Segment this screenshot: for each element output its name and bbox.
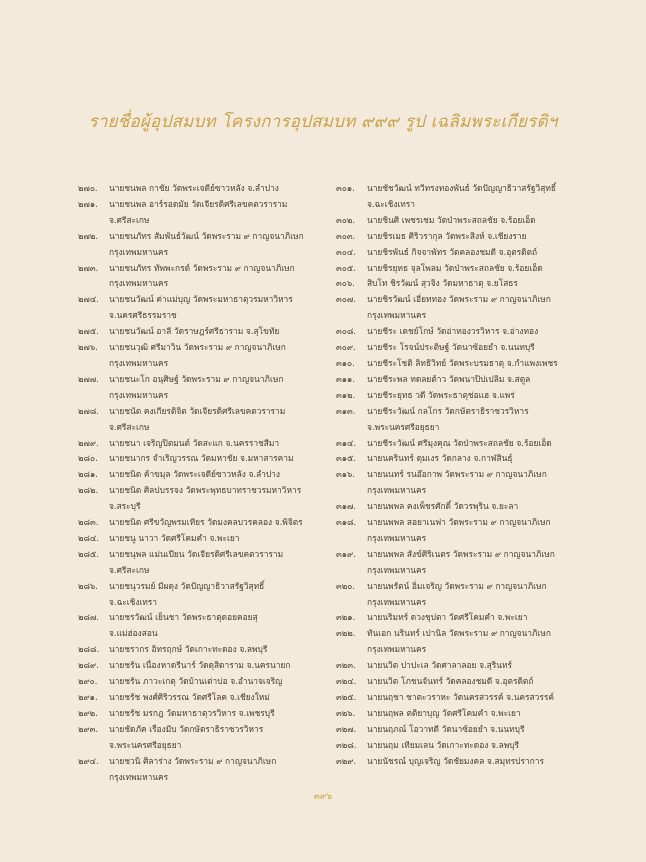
entry-number: ๓๒๒.	[336, 628, 356, 639]
entry-text: นายชิรเมธ ศิริวรากุล วัดพระสิงห์ จ.เชียงราย	[367, 230, 527, 241]
entry-text: นายชนุวรมย์ มีผดุง วัดปัญญาธิวาสรัฐวิสุทธิ์ จ.ฉะเชิงเทรา	[109, 580, 265, 607]
list-item	[78, 658, 336, 674]
entry-text: นายนพพล สอยาเนฟา วัดพระราม ๙ กาญจนาภิเษก กรุงเทพมหานคร	[367, 517, 551, 543]
entry-number	[78, 245, 109, 261]
list-item	[78, 229, 336, 245]
entry-number: ๒๙๓.	[78, 723, 99, 734]
entry-text: นายชนวัฒน์ ค่าแม่บุญ วัดพระมหาธาตุวรมหาวิหาร จ.นครศรีธรรมราช	[109, 294, 293, 321]
entry-text: สิบโท ชิรวัฒน์ สุวจิง วัดมหาธาตุ จ.ยโสธร	[367, 278, 518, 289]
entry-number: ๓๐๑.	[336, 183, 355, 193]
entry-number: ๒๗๐.	[78, 183, 98, 193]
entry-text: นายชนู นาวา วัดศรีโคมคำ จ.พะเยา	[109, 532, 240, 543]
entry-text: นายชนวุฒิ ศรีมาวิน วัดพระราม ๙ กาญจนาภิเษก กรุงเทพมหานคร	[109, 342, 286, 368]
list-item	[336, 610, 594, 626]
entry-number: ๒๗๘.	[78, 405, 99, 416]
entry-number: ๒๗๙.	[78, 437, 99, 448]
entry-number: ๒๘๔.	[78, 532, 99, 543]
list-item	[336, 436, 594, 452]
entry-number: ๓๒๐.	[336, 580, 356, 591]
list-item	[78, 483, 336, 515]
entry-number: ๒๘๕.	[78, 548, 99, 559]
list-item	[336, 388, 594, 404]
list-item	[336, 451, 594, 467]
entry-number: ๓๑๐.	[336, 357, 355, 368]
list-item	[336, 229, 594, 245]
list-item	[336, 261, 594, 277]
list-item	[78, 674, 336, 690]
list-item	[78, 579, 336, 611]
entry-text: นายนพพล สังข์ศิริเนตร วัดพระราม ๙ กาญจนาภิเษก กรุงเทพมหานคร	[367, 548, 555, 575]
list-item	[336, 467, 594, 499]
list-item	[336, 292, 594, 324]
entry-text: กรุงเทพมหานคร	[109, 246, 169, 257]
entry-text: นายนวิต ปาปะเล วัดศาลาลอย จ.สุรินทร์	[367, 660, 513, 671]
list-item	[78, 690, 336, 706]
entry-text: นายนฤพล ตติยาบุญ วัดศรีโคมคำ จ.พะเยา	[367, 707, 521, 718]
list-item	[78, 372, 336, 404]
entry-number: ๓๒๑.	[336, 612, 356, 623]
entry-text: นายนพพล คงเพ็ชรศักดิ์ วัดวรพุริน จ.ยะลา	[367, 501, 519, 512]
entry-text: นายชีระ เดชย์โกษ์ วัดอ่าทองวรวิหาร จ.อ่างทอง	[367, 326, 539, 337]
entry-text: นายชรัช มรกฎ วัดมหาธาตุวรวิหาร จ.เพชรบุรี	[109, 707, 275, 718]
list-item	[78, 515, 336, 531]
entry-text: นายชนวัฒน์ อาลี วัดราษฎร์ศรีธาราม จ.สุโขทัย	[109, 326, 280, 337]
list-item	[78, 706, 336, 722]
list-item	[78, 467, 336, 483]
entry-text: นายนวิต โภชนจันทร์ วัดคลองชมดี จ.อุตรดิตถ์	[367, 676, 534, 687]
entry-number: ๓๐๕.	[336, 262, 356, 273]
entry-text: นายชนะโก อนุศิษฐ์ วัดพระราม ๙ กาญจนาภิเษก กรุงเทพมหานคร	[109, 373, 284, 400]
list-item	[78, 261, 336, 293]
page-number: ๓๙๖	[313, 792, 333, 802]
entry-text: นายชีระ โรจน์ประติษฐ์ วัดนาซ้อยยำ จ.นนทบุรี	[367, 342, 535, 353]
list-item	[336, 181, 594, 213]
entry-text: นายชิรยุทธ จุลโพลม วัดป่าพระสถลชัย จ.ร้อยเอ็ด	[367, 262, 543, 273]
entry-text: นายชีระวัฒน์ กลโกร วัดกษัตราธิราชวรวิหาร จ.พระนครศรีอยุธยา	[367, 405, 529, 432]
entry-text: นายชีระวัฒน์ ศรีมุงคุณ วัดป่าพระสถลชัย จ.ร้อยเอ็ด	[367, 437, 552, 448]
entry-number: ๓๒๖.	[336, 707, 356, 718]
entry-number: ๓๐๓.	[336, 230, 356, 241]
entry-number: ๒๙๐.	[78, 676, 98, 687]
list-item	[78, 340, 336, 372]
entry-text: นายนครินทร์ ดุมเงร วัดกลาง จ.กาฬสินธุ์	[367, 453, 513, 464]
list-item	[336, 340, 594, 356]
list-item	[336, 674, 594, 690]
entry-number: ๒๘๓.	[78, 517, 99, 528]
list-item	[78, 245, 336, 261]
entry-text: นายชรัน ภาวะเกตุ วัดบ้านเต่าบ่อ จ.อำนาจเจริญ	[109, 676, 283, 687]
entry-text: นายชิรพันธ์ กิจจาพัทร วัดคลองชมดี จ.อุตรดิตถ์	[367, 246, 538, 257]
entry-text: นายชัชวัฒน์ ทวีทรงทองพันธ์ วัดปัญญาธิวาสรัฐวิสุทธิ์ จ.ฉะเชิงเทรา	[367, 183, 556, 209]
list-item	[78, 722, 336, 754]
list-item	[336, 547, 594, 579]
list-item	[336, 706, 594, 722]
page-title: รายชื่อผู้อุปสมบท โครงการอุปสมบท ๙๙๙ รูป เฉลิมพระเกียรติฯ	[88, 112, 558, 132]
entry-number: ๓๐๗.	[336, 294, 356, 305]
list-item	[78, 197, 336, 229]
entry-text: นายชัดภัค เรืองมีบ วัดกษัตราธิราชวรวิหาร จ.พระนครศรีอยุธยา	[109, 723, 264, 750]
list-item	[336, 404, 594, 436]
entry-text: นายชรัน เนื่องหาดรีนาร์ วัดดุสิดาราม จ.นครนายก	[109, 660, 291, 671]
list-item	[78, 451, 336, 467]
entry-number: ๒๗๒.	[78, 230, 99, 241]
entry-number: ๓๐๔.	[336, 246, 356, 257]
left-column	[78, 181, 336, 785]
entry-text: นายชินศิ เพชรเชม วัดป่าพระสถลชัย จ.ร้อยเอ็ด	[367, 214, 536, 225]
entry-number: ๓๑๔.	[336, 437, 357, 448]
list-item	[78, 531, 336, 547]
list-item	[336, 213, 594, 229]
entry-number: ๒๗๕.	[78, 326, 99, 337]
entry-number: ๓๑๗.	[336, 501, 357, 512]
entry-number: ๒๘๐.	[78, 453, 98, 464]
entry-number: ๓๒๗.	[336, 723, 357, 734]
entry-number: ๒๘๗.	[78, 612, 99, 623]
entry-number: ๓๐๘.	[336, 326, 356, 337]
entry-number: ๒๗๓.	[78, 262, 99, 273]
entry-number: ๒๗๑.	[78, 198, 98, 209]
entry-number: ๒๗๗.	[78, 373, 99, 384]
entry-text: นายนฤม เทียมเลน วัดเกาะทะดอง จ.ลพบุรี	[367, 739, 520, 750]
list-item	[336, 515, 594, 547]
entry-text: นายชนพล อาร์รอดมัย วัดเจียรดิศรีเลขคตวราราม จ.ศรีสะเกษ	[109, 198, 288, 225]
entry-number: ๓๑๑.	[336, 373, 356, 384]
entry-text: นายชนิต ศรีขวัญพรมเทียร วัดมงคลบวรคลอง จ.พิจิตร	[109, 517, 303, 528]
entry-text: นายชนากร จำเริญวรรณ วัดมหาชัย จ.มหาสารคาม	[109, 453, 294, 464]
list-item	[336, 658, 594, 674]
entry-text: ทันเอก นรินทร์ เปานิล วัดพระราม ๙ กาญจนาภิเษก กรุงเทพมหานคร	[367, 628, 551, 655]
list-item	[78, 754, 336, 786]
entry-number: ๒๙๑.	[78, 692, 98, 702]
list-item	[336, 356, 594, 372]
entry-number: ๒๗๖.	[78, 342, 98, 353]
right-column	[336, 181, 594, 770]
list-item	[78, 436, 336, 452]
entry-number: ๓๒๘.	[336, 739, 357, 750]
entry-number: ๓๑๖.	[336, 469, 356, 480]
list-item	[78, 642, 336, 658]
entry-text: นายนฤภณ์ โอวาทดี วัดนาซ้อยยำ จ.นนทบุรี	[367, 723, 525, 734]
entry-text: นายชนา เจริญปิตมนต์ วัดสะแก จ.นครราชสีมา	[109, 437, 280, 448]
list-item	[78, 181, 336, 197]
entry-text: นายชีระยุทธ วดี วัดพระธาตุช่อแฮ จ.แพร่	[367, 389, 515, 400]
entry-number: ๒๘๑.	[78, 469, 98, 480]
entry-text: นายชนิต ศิลปบรรจง วัดพระพุทธบาทราชวรมหาวิหาร จ.สระบุรี	[109, 485, 302, 512]
entry-number: ๒๙๔.	[78, 755, 99, 766]
entry-text: นายชนิต ค้าขมุล วัดพระเจดีย์ซาวหลัง จ.ลำปาง	[109, 469, 280, 480]
entry-text: นายชรัช พงศ์ศิริวรรณ วัดศรีโลค จ.เชียงใหม่	[109, 692, 270, 702]
entry-text: นายชีระพล ทดลยต้าว วัดพนาปิปเปลิม จ.สตูล	[367, 373, 531, 384]
entry-text: นายชิรวัฒน์ เอี่ยททอง วัดพระราม ๙ กาญจนาภิเษก กรุงเทพมหานคร	[367, 294, 551, 321]
list-item	[336, 579, 594, 611]
entry-number: ๓๑๕.	[336, 453, 357, 464]
list-item	[336, 324, 594, 340]
entry-number: ๓๒๕.	[336, 692, 357, 702]
entry-text: นายชรากร อิทรฤกษ์ วัดเกาะทะดอง จ.ลพบุรี	[109, 644, 268, 655]
entry-number: ๓๒๓.	[336, 660, 356, 671]
entry-number: ๓๑๙.	[336, 548, 356, 559]
entry-number: ๓๑๓.	[336, 405, 356, 416]
entry-text: นายนนทร์ รนอ๊อกาพ วัดพระราม ๙ กาญจนาภิเษก กรุงเทพมหานคร	[367, 469, 547, 496]
entry-text: นายชนุพล แม่นเปียน วัดเจียรดิศรีเลขคตวราราม จ.ศรีสะเกษ	[109, 548, 284, 575]
list-item	[336, 276, 594, 292]
list-item	[78, 292, 336, 324]
entry-number: ๓๐๒.	[336, 214, 356, 225]
entry-number: ๓๑๒.	[336, 389, 356, 400]
entry-number: ๒๘๖.	[78, 580, 98, 591]
entry-number: ๓๒๙.	[336, 755, 357, 766]
entry-text: นายชนพล กาชัย วัดพระเจดีย์ซาวหลัง จ.ลำปาง	[109, 183, 279, 193]
list-item	[336, 499, 594, 515]
list-item	[336, 245, 594, 261]
entry-number: ๒๘๘.	[78, 644, 100, 655]
list-item	[336, 754, 594, 770]
list-item	[336, 372, 594, 388]
entry-text: นายชนัต คงเกียรติจิต วัดเจียรดิศรีเลขคตวราราม จ.ศรีสะเกษ	[109, 405, 286, 432]
entry-text: นายชนภัทร สัมพันธ์วัฒน์ วัดพระราม ๙ กาญจนาภิเษก	[109, 230, 304, 241]
entry-number: ๒๙๒.	[78, 707, 98, 718]
entry-number: ๒๗๔.	[78, 294, 99, 305]
entry-text: นายชีระโชติ ลิทธิวิทย์ วัดพระบรมธาตุ จ.กำแพงเพชร	[367, 357, 558, 368]
list-item	[336, 738, 594, 754]
entry-text: นายนริมทร์ ดวงชุปตา วัดศรีโคมคำ จ.พะเยา	[367, 612, 528, 623]
entry-number: ๒๘๒.	[78, 485, 99, 496]
entry-number: ๓๒๔.	[336, 676, 357, 687]
list-item	[336, 626, 594, 658]
list-item	[78, 404, 336, 436]
entry-number: ๓๐๙.	[336, 342, 356, 353]
list-item	[78, 547, 336, 579]
entry-text: นายนพรัตน์ อิ่มเจริญ วัดพระราม ๙ กาญจนาภิเษก กรุงเทพมหานคร	[367, 580, 547, 607]
list-item	[78, 610, 336, 642]
entry-number: ๓๐๖.	[336, 278, 355, 289]
list-item	[336, 722, 594, 738]
entry-number: ๓๑๘.	[336, 517, 357, 528]
entry-text: นายนัชรณ์ บุญเจริญ วัดชัยมงคล จ.สมุทรปราการ	[367, 755, 544, 766]
list-item	[78, 324, 336, 340]
entry-text: นายชรวัฒน์ เย็นชา วัดพระธาตุดอยคอยสุ จ.แม่ฮ่องสอน	[109, 612, 258, 639]
list-item	[336, 690, 594, 706]
entry-text: นายนฤชา ชาตะวราหะ วัดนครสวรรค์ จ.นครสวรรค์	[367, 692, 554, 702]
entry-text: นายชวนิ ศิลาร่าง วัดพระราม ๙ กาญจนาภิเษก กรุงเทพมหานคร	[109, 755, 277, 782]
entry-number: ๒๘๙.	[78, 660, 99, 671]
entry-text: นายชนภัทร ทัพพะกรด์ วัดพระราม ๙ กาญจนาภิเษก กรุงเทพมหานคร	[109, 262, 295, 289]
